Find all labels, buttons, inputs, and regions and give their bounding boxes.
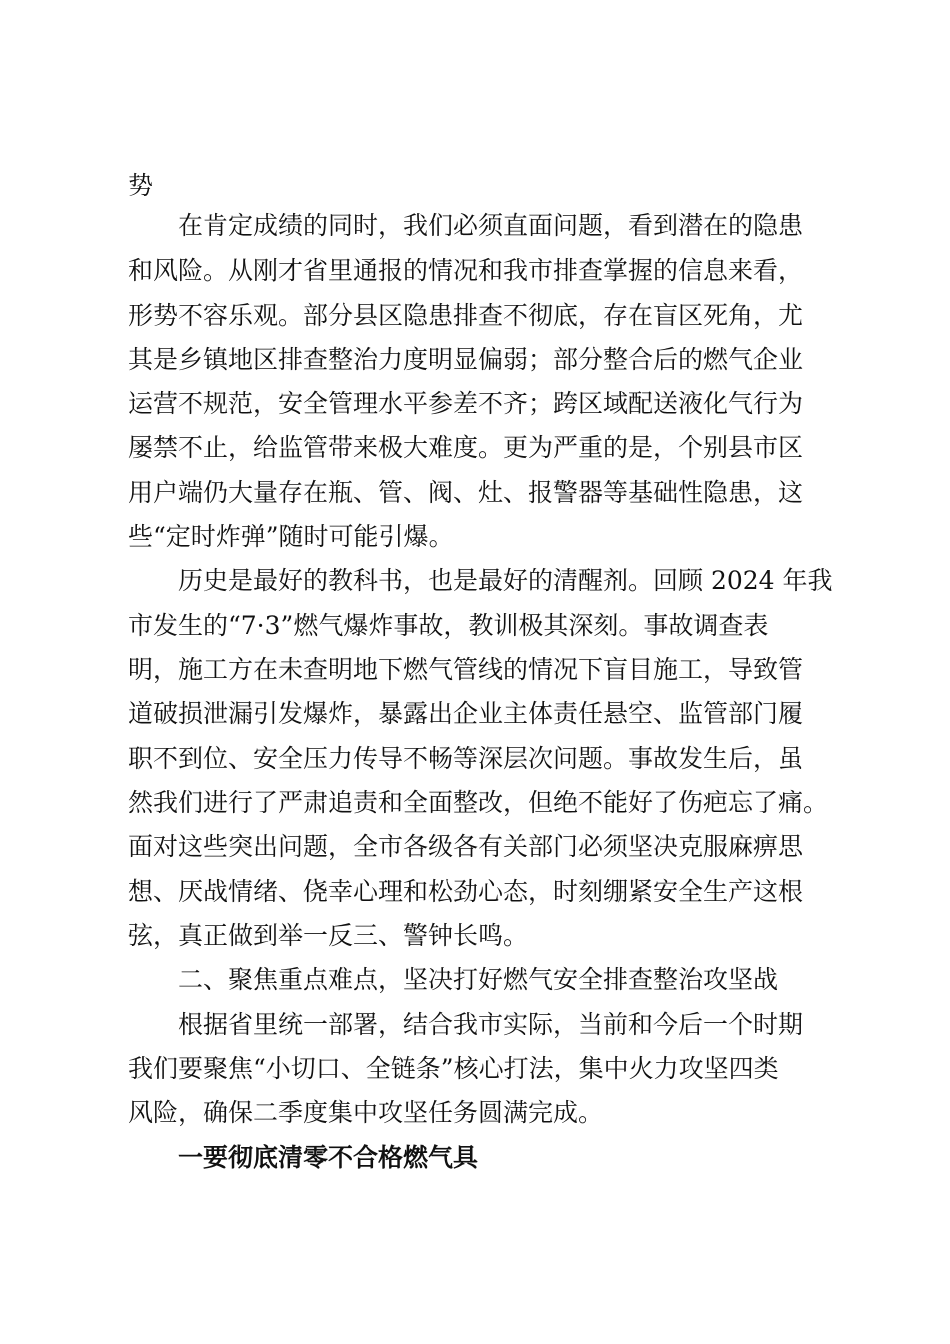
text-line: 弦，真正做到举一反三、警钟长鸣。 bbox=[128, 921, 529, 950]
paragraph-first-line: 根据省里统一部署，结合我市实际，当前和今后一个时期 bbox=[178, 1010, 804, 1039]
text-line: 势 bbox=[128, 171, 154, 200]
text-line: 市发生的“7·3”燃气爆炸事故，教训极其深刻。事故调查表 bbox=[128, 611, 769, 640]
text-line: 和风险。从刚才省里通报的情况和我市排查掌握的信息来看， bbox=[128, 256, 804, 285]
text-line: 些“定时炸弹”随时可能引爆。 bbox=[128, 522, 454, 551]
text-line: 然我们进行了严肃追责和全面整改，但绝不能好了伤疤忘了痛。 bbox=[128, 788, 829, 817]
paragraph-first-line: 历史是最好的教科书，也是最好的清醒剂。回顾 2024 年我 bbox=[178, 566, 833, 595]
text-line: 想、厌战情绪、侥幸心理和松劲心态，时刻绷紧安全生产这根 bbox=[128, 877, 804, 906]
text-line: 面对这些突出问题，全市各级各有关部门必须坚决克服麻痹思 bbox=[128, 832, 804, 861]
text-line: 道破损泄漏引发爆炸，暴露出企业主体责任悬空、监管部门履 bbox=[128, 699, 804, 728]
text-line: 运营不规范，安全管理水平参差不齐；跨区域配送液化气行为 bbox=[128, 389, 804, 418]
subsection-heading: 一要彻底清零不合格燃气具 bbox=[178, 1143, 479, 1172]
text-line: 明，施工方在未查明地下燃气管线的情况下盲目施工，导致管 bbox=[128, 655, 804, 684]
text-line: 职不到位、安全压力传导不畅等深层次问题。事故发生后，虽 bbox=[128, 744, 804, 773]
text-line: 我们要聚焦“小切口、全链条”核心打法，集中火力攻坚四类 bbox=[128, 1054, 779, 1083]
text-line: 用户端仍大量存在瓶、管、阀、灶、报警器等基础性隐患，这 bbox=[128, 478, 804, 507]
text-line: 风险，确保二季度集中攻坚任务圆满完成。 bbox=[128, 1098, 604, 1127]
text-line: 其是乡镇地区排查整治力度明显偏弱；部分整合后的燃气企业 bbox=[128, 345, 804, 374]
text-line: 屡禁不止，给监管带来极大难度。更为严重的是，个别县市区 bbox=[128, 433, 804, 462]
paragraph-first-line: 在肯定成绩的同时，我们必须直面问题，看到潜在的隐患 bbox=[178, 211, 804, 240]
section-heading: 二、聚焦重点难点，坚决打好燃气安全排查整治攻坚战 bbox=[178, 965, 779, 994]
text-line: 形势不容乐观。部分县区隐患排查不彻底，存在盲区死角，尤 bbox=[128, 301, 804, 330]
